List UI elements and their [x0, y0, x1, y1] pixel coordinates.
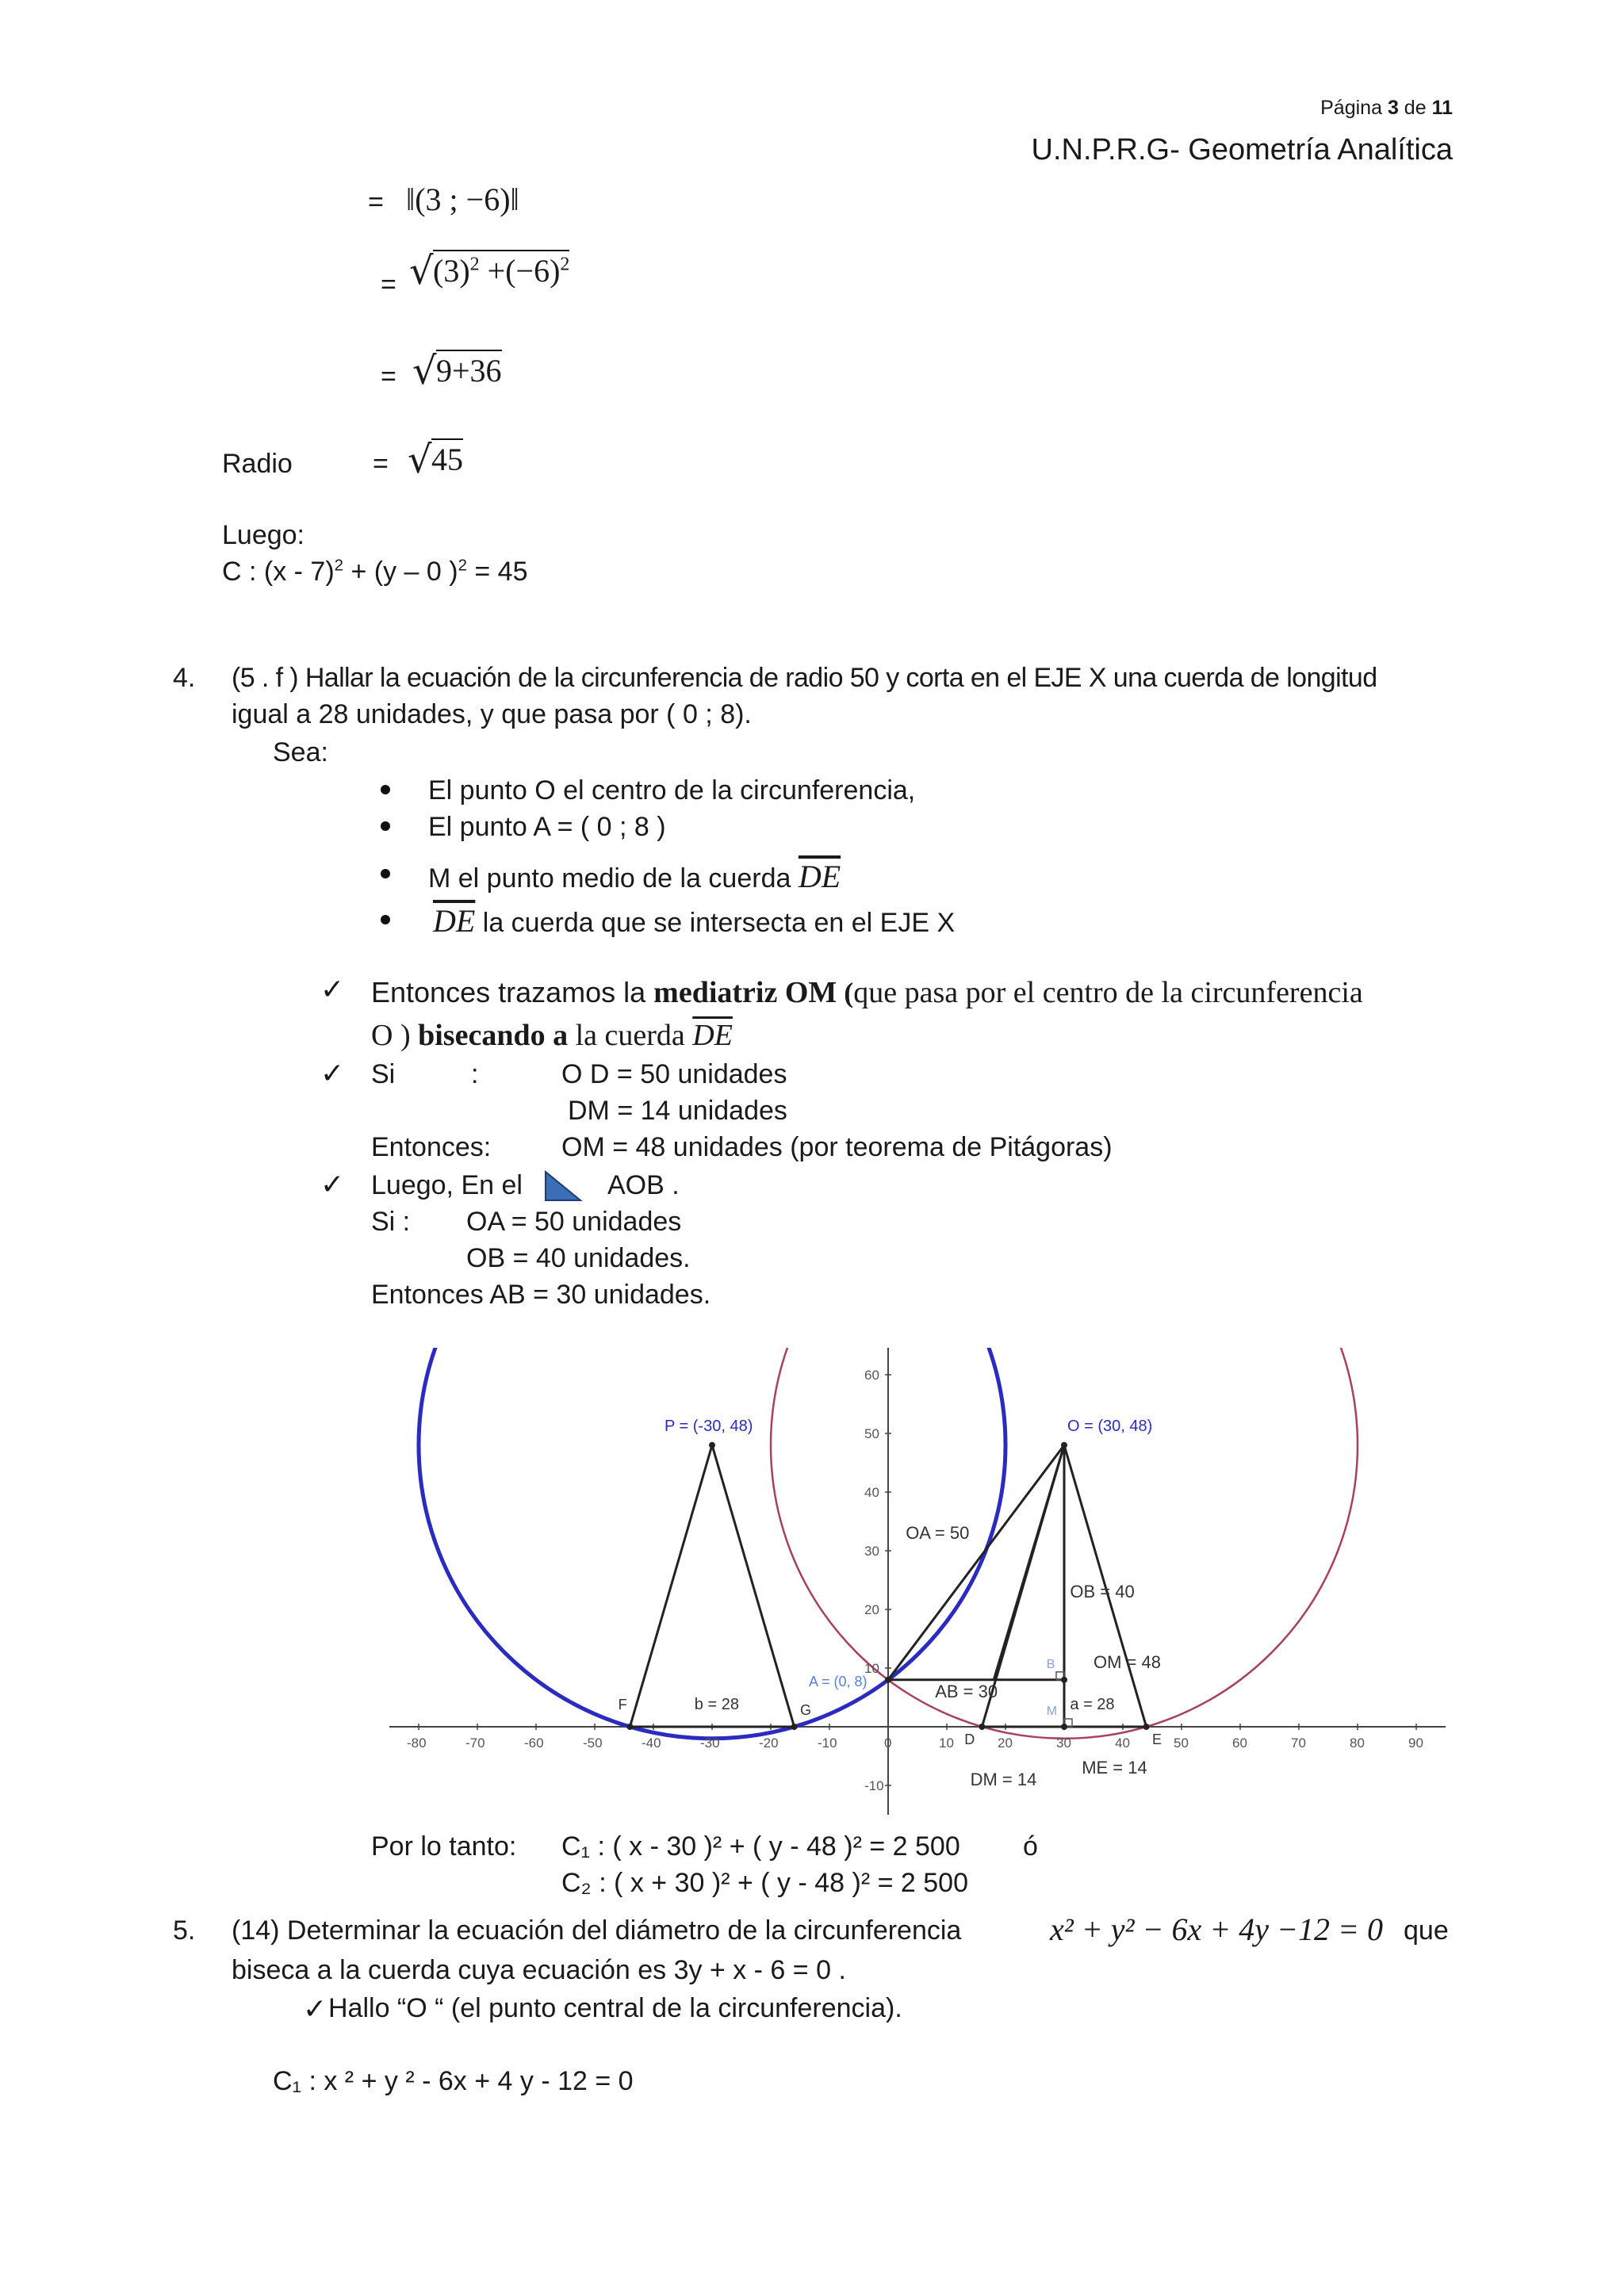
x-tick-label: -30 [700, 1735, 720, 1751]
problem-text: que [1404, 1915, 1449, 1946]
problem-text: (14) Determinar la ecuación del diámetro de la circunferencia [232, 1915, 962, 1946]
label-m: M [1046, 1705, 1058, 1719]
check-icon: ✓ [320, 974, 345, 1006]
hallo-text: Hallo “O “ (el punto central de la circunferencia). [328, 1993, 902, 2023]
eq-sign: = [373, 449, 389, 479]
si-colon: : [471, 1059, 479, 1089]
point-d [979, 1724, 985, 1730]
x-tick-label: -50 [583, 1735, 603, 1751]
oa-value: OA = 50 unidades [466, 1207, 682, 1237]
course-title: U.N.P.R.G- Geometría Analítica [1031, 133, 1453, 166]
x-tick-label: 90 [1408, 1735, 1423, 1751]
aob-label: AOB . [607, 1170, 680, 1200]
segment-pf [630, 1445, 712, 1727]
circle-equation: C : (x - 7)$^2$ + (y – 0 )$^2$ = 45 [222, 557, 528, 587]
ab-value: Entonces AB = 30 unidades. [371, 1280, 711, 1310]
problem-text: (5 . f ) Hallar la ecuación de la circunferencia de radio 50 y corta en el EJE X una cuerda de longitud [232, 663, 1377, 693]
x-tick-label: 70 [1291, 1735, 1306, 1751]
result-c1: C₁ : ( x - 30 )² + ( y - 48 )² = 2 500 [561, 1831, 960, 1862]
si-label: Si [371, 1059, 396, 1089]
point-b [1061, 1677, 1067, 1683]
x-tick-label: 10 [939, 1735, 954, 1751]
c1-equation: C₁ : x ² + y ² - 6x + 4 y - 12 = 0 [273, 2066, 634, 2096]
label-a: A = (0, 8) [809, 1673, 868, 1689]
point-g [791, 1724, 798, 1730]
x-tick-label: 30 [1056, 1735, 1071, 1751]
label-om: OM = 48 [1094, 1652, 1161, 1672]
radio-label: Radio [222, 449, 293, 479]
result-or: ó [1023, 1831, 1038, 1862]
sqrt-squares: √ $(3)^2 +(-6)^2$ [409, 249, 570, 293]
x-tick-label: -10 [818, 1735, 837, 1751]
label-ab: AB = 30 [935, 1682, 998, 1701]
point-m [1061, 1724, 1067, 1730]
luego-en-label: Luego, En el [371, 1170, 523, 1200]
x-tick-label: 80 [1350, 1735, 1365, 1751]
si2-label: Si : [371, 1207, 411, 1237]
y-tick-label: 60 [864, 1368, 879, 1383]
problem-number: 4. [173, 663, 196, 693]
entonces-label: Entonces: [371, 1132, 492, 1162]
y-tick-label: -10 [864, 1778, 884, 1793]
point-e [1143, 1724, 1150, 1730]
point-f [626, 1724, 633, 1730]
label-p: P = (-30, 48) [665, 1417, 753, 1435]
label-dm: DM = 14 [970, 1770, 1037, 1789]
point-p [709, 1442, 715, 1448]
x-tick-label: -40 [642, 1735, 661, 1751]
page-number: Página 3 de 11 [1320, 97, 1453, 119]
y-tick-label: 20 [864, 1602, 879, 1617]
list-item: M el punto medio de la cuerda $\overline{DE}$ [428, 859, 841, 894]
x-tick-label: 50 [1174, 1735, 1189, 1751]
radio-value: √ 45 [408, 438, 463, 482]
list-item: El punto O el centro de la circunferencia, [428, 775, 916, 806]
eq-sign: = [381, 270, 396, 300]
x-tick-label: -20 [759, 1735, 779, 1751]
label-ob: OB = 40 [1070, 1582, 1135, 1602]
circle-equation: x² + y² − 6x + 4y −12 = 0 [1050, 1911, 1383, 1947]
check-icon: ✓ [320, 1058, 345, 1090]
label-oa: OA = 50 [906, 1523, 970, 1544]
label-o: O = (30, 48) [1067, 1417, 1153, 1435]
x-tick-label: -60 [524, 1735, 544, 1751]
point-a [885, 1677, 891, 1683]
y-tick-label: 30 [864, 1544, 879, 1559]
sea-label: Sea: [273, 737, 328, 767]
segment-oa [888, 1445, 1064, 1680]
mediatriz-text-cont: O ) bisecando a la cuerda $\overline{DE}$ [371, 1019, 733, 1052]
om-value: OM = 48 unidades (por teorema de Pitágoras) [561, 1132, 1113, 1162]
problem-number: 5. [173, 1915, 196, 1946]
problem-text: biseca a la cuerda cuya ecuación es 3y + x - 6 = 0 . [232, 1955, 846, 1985]
od-value: O D = 50 unidades [561, 1059, 787, 1089]
check-icon: ✓ [320, 1169, 345, 1201]
x-tick-label: -80 [407, 1735, 427, 1751]
segment-pg [712, 1445, 795, 1727]
x-tick-label: 40 [1115, 1735, 1130, 1751]
y-tick-label: 10 [864, 1661, 879, 1676]
label-d: D [964, 1732, 975, 1748]
problem-text: igual a 28 unidades, y que pasa por ( 0 ; 8). [232, 699, 752, 729]
point-o [1061, 1442, 1067, 1448]
label-me: ME = 14 [1082, 1758, 1147, 1778]
eq-sign: = [368, 187, 384, 217]
x-tick-label: 0 [884, 1735, 892, 1751]
label-a28: a = 28 [1070, 1695, 1115, 1713]
list-item: El punto A = ( 0 ; 8 ) [428, 812, 666, 842]
por-lo-tanto: Por lo tanto: [371, 1831, 517, 1862]
dm-value: DM = 14 unidades [568, 1096, 787, 1126]
sqrt-sum: √ 9+36 [412, 349, 502, 393]
label-b: b = 28 [694, 1695, 739, 1713]
y-tick-label: 40 [864, 1485, 879, 1500]
x-tick-label: 60 [1232, 1735, 1247, 1751]
x-tick-label: 20 [998, 1735, 1013, 1751]
result-c2: C₂ : ( x + 30 )² + ( y - 48 )² = 2 500 [561, 1868, 968, 1898]
y-tick-label: 50 [864, 1426, 879, 1441]
label-e: E [1152, 1732, 1162, 1748]
check-icon: ✓ [303, 1993, 327, 2026]
mediatriz-text: Entonces trazamos la mediatriz OM (que pasa por el centro de la circunferencia [371, 976, 1363, 1009]
eq-sign: = [381, 362, 396, 392]
label-b-point: B [1046, 1658, 1055, 1671]
label-f: F [618, 1696, 627, 1712]
label-g: G [800, 1702, 812, 1719]
ob-value: OB = 40 unidades. [466, 1243, 691, 1273]
norm-expression: ‖(3 ; −6)‖ [406, 182, 519, 217]
list-item: $\overline{DE}$ la cuerda que se intersecta en el EJE X [433, 903, 956, 939]
x-tick-label: -70 [465, 1735, 485, 1751]
luego-label: Luego: [222, 520, 304, 550]
